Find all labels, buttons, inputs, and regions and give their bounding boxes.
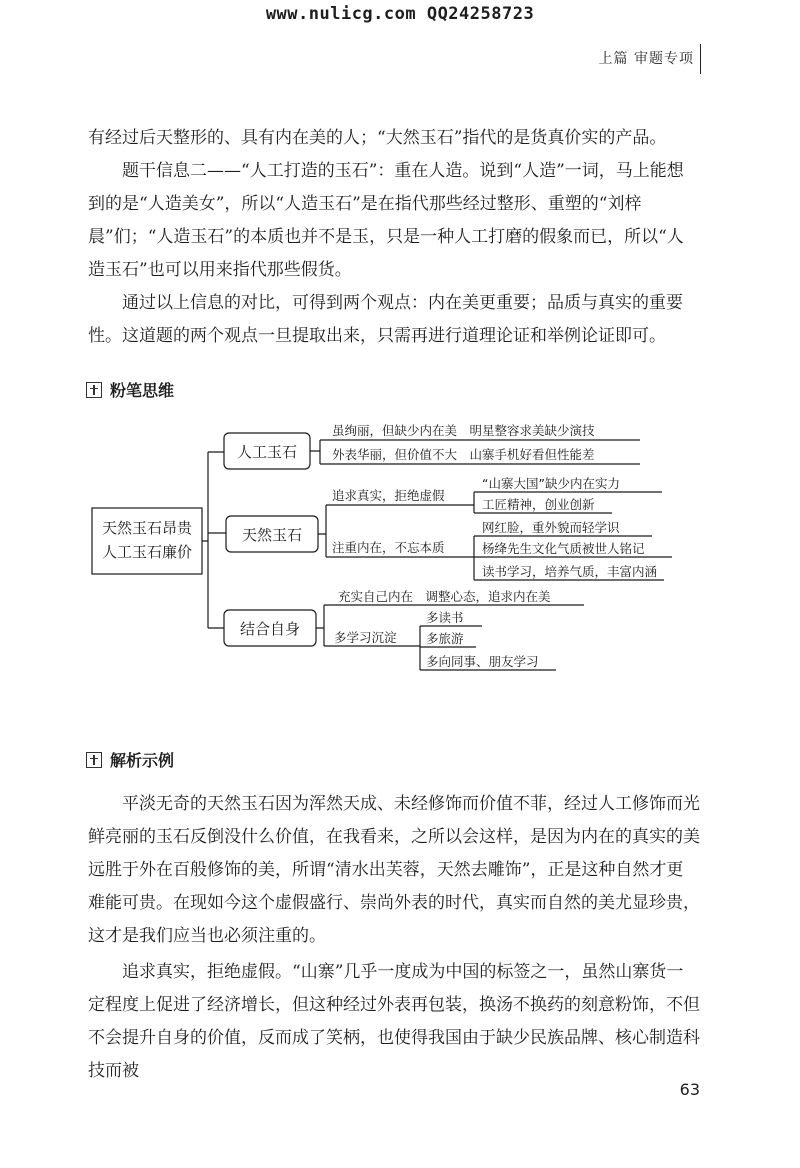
- mindmap-branch2-sub2-item3: 读书学习，培养气质，丰富内涵: [482, 564, 658, 579]
- mindmap-branch2-sub2-item1: 网红脸，重外貌而轻学识: [482, 520, 620, 535]
- paragraph-bottom-2: 追求真实，拒绝虚假。“山寨”几乎一度成为中国的标签之一，虽然山寨货一定程度上促进了经济增长，但这种经过外表再包装，换汤不换药的刻意粉饰，不但不会提升自身的价值，反而成了笑柄，也使得我国由于缺少民族品牌、核心制造科技而被: [88, 962, 700, 1081]
- mindmap-branch2-sub1-label: 追求真实，拒绝虚假: [332, 488, 445, 503]
- mindmap-branch3-sub-item1: 多读书: [426, 610, 464, 625]
- mindmap-branch3-sub-item3: 多向同事、朋友学习: [426, 654, 539, 669]
- mindmap-branch3-label: 结合自身: [239, 620, 301, 638]
- mindmap-root-line2: 人工玉石廉价: [101, 543, 193, 561]
- mindmap-branch1-label: 人工玉石: [236, 443, 298, 461]
- mindmap-branch3-sub-label: 多学习沉淀: [334, 630, 397, 645]
- mindmap-branch2-sub2-label: 注重内在，不忘本质: [332, 540, 445, 555]
- mindmap-branch2-sub1-item1: “山寨大国”缺少内在实力: [482, 476, 620, 491]
- running-header: 上篇 审题专项: [598, 51, 694, 67]
- mindmap-branch2-label: 天然玉石: [241, 526, 303, 544]
- section-title-example: [86, 748, 174, 771]
- watermark: www.nulicg.com QQ24258723: [265, 4, 535, 24]
- page-number: 63: [679, 1080, 700, 1099]
- mindmap-branch1-item1: 虽绚丽，但缺少内在美 明星整容求美缺少演技: [332, 423, 595, 438]
- mindmap-branch2-sub2-item2: 杨绛先生文化气质被世人铭记: [482, 541, 645, 556]
- section-title-mindmap-text: 粉笔思维: [110, 381, 175, 400]
- mindmap-branch1-item2: 外表华丽，但价值不大 山寨手机好看但性能差: [332, 447, 595, 462]
- mindmap-root-box: [92, 508, 202, 574]
- mindmap-branch3-sub-item2: 多旅游: [426, 631, 464, 646]
- paragraph-top-2: 题干信息二——“人工打造的玉石”：重在人造。说到“人造”一词，马上能想到的是“人造美女”，所以“人造玉石”是在指代那些经过整形、重塑的“刘梓晨”们；“人造玉石”的本质也并不是玉，只是一种人工打磨的假象而已，所以“人造玉石”也可以用来指代那些假货。: [88, 161, 684, 280]
- paragraph-bottom-1: 平淡无奇的天然玉石因为浑然天成、未经修饰而价值不菲，经过人工修饰而光鲜亮丽的玉石反倒没什么价值，在我看来，之所以会这样，是因为内在的真实的美远胜于外在百般修饰的美，所谓“清水出芙蓉，天然去雕饰”，正是这种自然才更难能可贵。在现如今这个虚假盛行、崇尚外表的时代，真实而自然的美尤显珍贵，这才是我们应当也必须注重的。: [88, 794, 700, 946]
- mindmap-root-line1: 天然玉石昂贵: [101, 519, 193, 537]
- paragraph-top-1: 有经过后天整形的、具有内在美的人；“大然玉石”指代的是货真价实的产品。: [88, 128, 667, 148]
- mindmap-branch3-item1: 充实自己内在 调整心态，追求内在美: [338, 589, 551, 604]
- grid-icon: [86, 752, 102, 768]
- paragraph-top-3: 通过以上信息的对比，可得到两个观点：内在美更重要；品质与真实的重要性。这道题的两个观点一旦提取出来，只需再进行道理论证和举例论证即可。: [88, 293, 683, 346]
- section-title-example-text: 解析示例: [110, 751, 175, 770]
- mindmap-branch2-sub1-item2: 工匠精神，创业创新: [482, 497, 595, 512]
